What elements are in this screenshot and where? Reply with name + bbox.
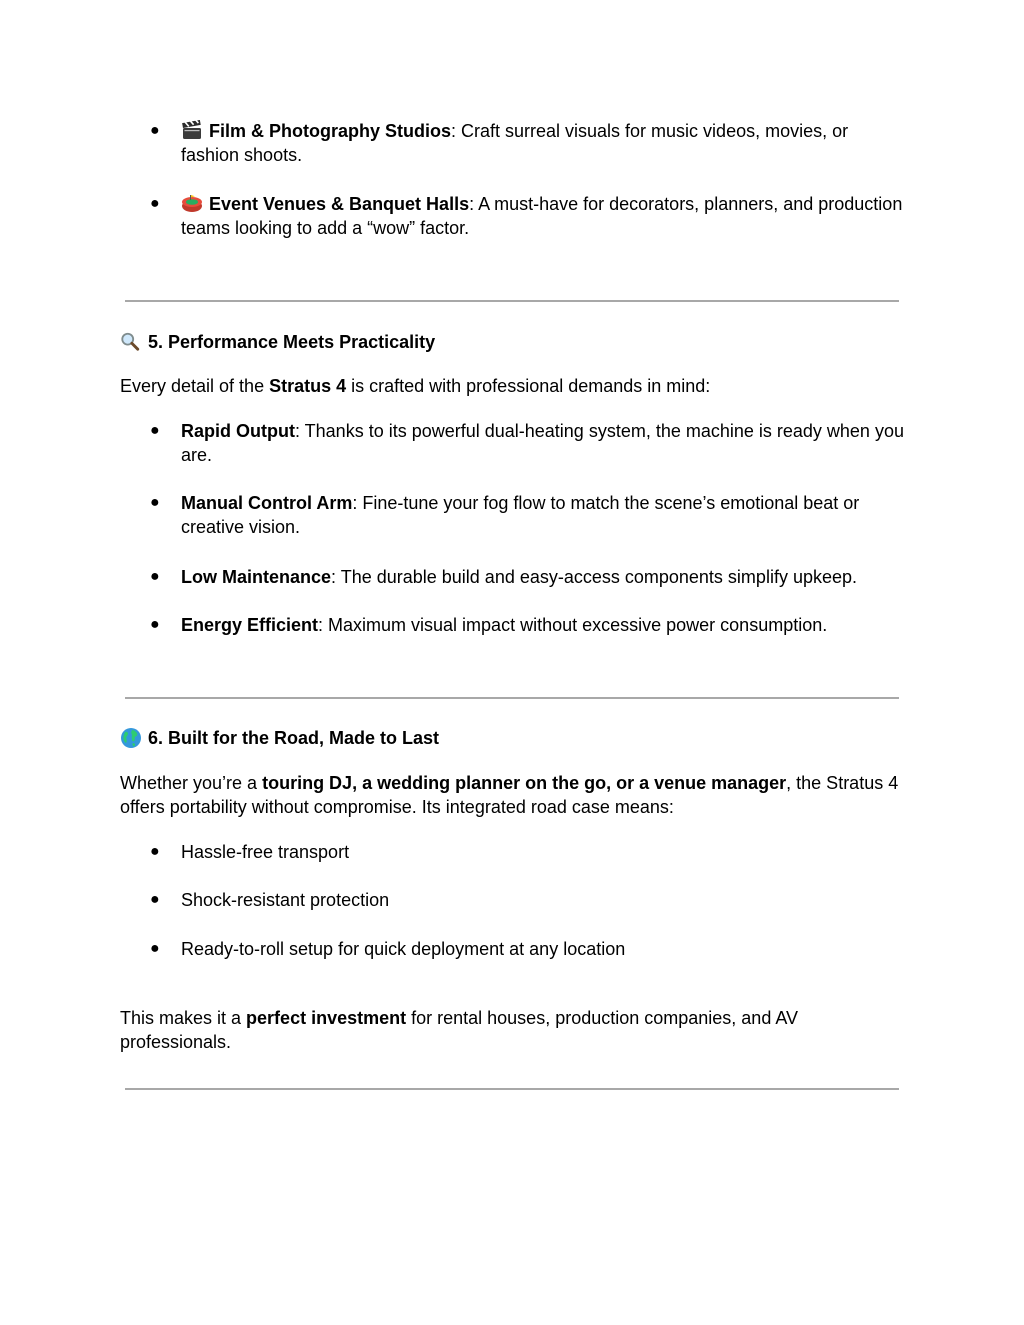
item-description: : Thanks to its powerful dual-heating system, the machine is ready when you are. [181, 421, 904, 465]
section-heading: 5. Performance Meets Practicality [120, 330, 435, 354]
item-title: Low Maintenance [181, 567, 332, 587]
bullet: ● [150, 122, 160, 139]
item-title: Manual Control Arm [181, 493, 353, 513]
item-description: : Maximum visual impact without excessive power consumption. [318, 615, 828, 635]
bullet: ● [150, 891, 160, 908]
bullet: ● [150, 843, 160, 860]
document-page: ● Film & Photography Studios: Craft surreal visuals for music videos, movies, or fashion shoots. ● Event Venues & Banquet Halls: A must-have for decorators, planners, and production teams looking to add a “wow” factor. 5. Performance Meets Practicality Every detail of the Stratus 4 is crafted with professional demands in mind: ● Rapid Output: Thanks to its powerful dual-heating system, the machine is ready when you are. ● Manual Control Arm: Fine-tune your fog flow to match the scene’s emotional beat or creative vision. ● Low Maintenance: The durable build and easy-access components simplify upkeep. ● Energy Efficient: Maximum visual impact without excessive power consumption. 6. Built for the Road, Made to Last Whether you’re a touring DJ, a wedding planner on the go, or a venue manager, the Stratus 4 offers portability without compromise. Its integrated road case means: ● Hassle-free transport ● Shock-resistant protection ● Ready-to-roll setup for quick deployment at any location This makes it a perfect investment for rental houses, production companies, and AV professionals. [0, 0, 1024, 1325]
closing-paragraph: This makes it a perfect investment for rental houses, production companies, and AV professionals. [120, 1008, 799, 1052]
item-description: : Fine-tune your fog flow to match the scene’s emotional beat or creative vision. [181, 493, 860, 537]
item-title: Rapid Output [181, 421, 295, 441]
horizontal-rule [125, 300, 899, 302]
horizontal-rule [125, 1088, 899, 1090]
item-description: : Craft surreal visuals for music videos, movies, or fashion shoots. [181, 121, 849, 165]
item-description: : A must-have for decorators, planners, and production teams looking to add a “wow” factor. [181, 194, 903, 238]
stadium-icon [181, 193, 203, 213]
section-intro: Every detail of the Stratus 4 is crafted with professional demands in mind: [120, 376, 711, 396]
bullet: ● [150, 616, 160, 633]
section-intro: Whether you’re a touring DJ, a wedding planner on the go, or a venue manager, the Stratus 4 offers portability without compromise. Its integrated road case means: [120, 773, 899, 817]
globe-icon [120, 727, 142, 749]
magnifier-icon [120, 331, 140, 351]
bullet: ● [150, 940, 160, 957]
bullet: ● [150, 195, 160, 212]
item-description: : The durable build and easy-access components simplify upkeep. [331, 567, 857, 587]
bullet: ● [150, 494, 160, 511]
bullet: ● [150, 422, 160, 439]
item-title: Event Venues & Banquet Halls [209, 194, 470, 214]
item-title: Energy Efficient [181, 615, 319, 635]
item-title: Film & Photography Studios [209, 121, 451, 141]
clapper-board-icon [181, 120, 203, 140]
bullet: ● [150, 568, 160, 585]
section-heading: 6. Built for the Road, Made to Last [120, 726, 439, 750]
horizontal-rule [125, 697, 899, 699]
